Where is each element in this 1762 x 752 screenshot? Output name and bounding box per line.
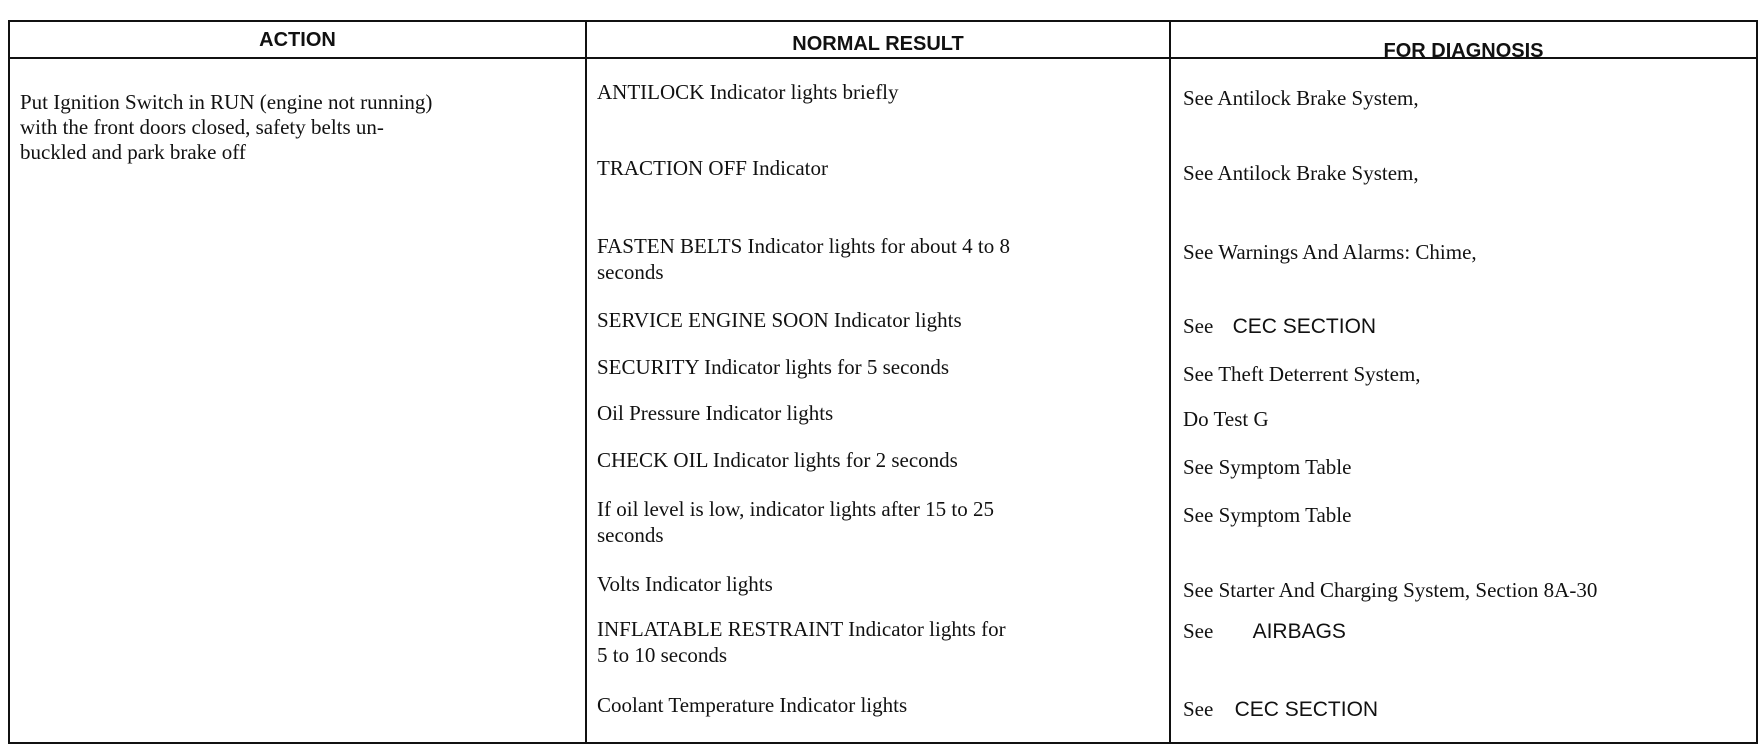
normal-result-cell: Oil Pressure Indicator lights <box>597 401 834 425</box>
diagnosis-cell: See Starter And Charging System, Section 8A-30 <box>1183 578 1598 602</box>
action-line: buckled and park brake off <box>20 140 246 164</box>
normal-result-cell: SERVICE ENGINE SOON Indicator lights <box>597 308 962 332</box>
normal-result-cell: TRACTION OFF Indicator <box>597 156 828 180</box>
header-action: ACTION <box>259 29 336 51</box>
table-left-border <box>8 20 10 744</box>
header-for-diagnosis: FOR DIAGNOSIS <box>1383 40 1544 62</box>
diagnosis-cell: See AIRBAGS <box>1183 619 1346 643</box>
action-cell <box>20 90 590 165</box>
diagnosis-cell: See CEC SECTION <box>1183 697 1379 721</box>
normal-result-cell: CHECK OIL Indicator lights for 2 seconds <box>597 448 958 472</box>
table-bottom-border <box>8 742 1758 744</box>
normal-result-cell: Coolant Temperature Indicator lights <box>597 693 908 717</box>
normal-result-cell: ANTILOCK Indicator lights briefly <box>597 80 899 104</box>
action-line: with the front doors closed, safety belts un- <box>20 115 384 139</box>
table-top-border <box>8 20 1758 22</box>
diagnosis-cell: See Theft Deterrent System, <box>1183 362 1421 386</box>
header-normal-result: NORMAL RESULT <box>792 33 964 55</box>
column-divider-2 <box>1169 20 1171 744</box>
normal-result-cell: If oil level is low, indicator lights after 15 to 25 seconds <box>597 497 994 547</box>
diagnosis-cell: See CEC SECTION <box>1183 314 1377 338</box>
diagnosis-cell: Do Test G <box>1183 407 1269 431</box>
diagnosis-cell: See Symptom Table <box>1183 503 1352 527</box>
normal-result-cell: INFLATABLE RESTRAINT Indicator lights for 5 to 10 seconds <box>597 617 1006 667</box>
action-line: Put Ignition Switch in RUN (engine not running) <box>20 90 433 114</box>
diagnosis-cell: See Symptom Table <box>1183 455 1352 479</box>
diagnosis-cell: See Antilock Brake System, <box>1183 161 1419 185</box>
normal-result-cell: SECURITY Indicator lights for 5 seconds <box>597 355 950 379</box>
normal-result-cell: FASTEN BELTS Indicator lights for about 4 to 8 seconds <box>597 234 1010 284</box>
diagnosis-cell: See Antilock Brake System, <box>1183 86 1419 110</box>
normal-result-cell: Volts Indicator lights <box>597 572 773 596</box>
table-right-border <box>1756 20 1758 744</box>
diagnosis-cell: See Warnings And Alarms: Chime, <box>1183 240 1477 264</box>
